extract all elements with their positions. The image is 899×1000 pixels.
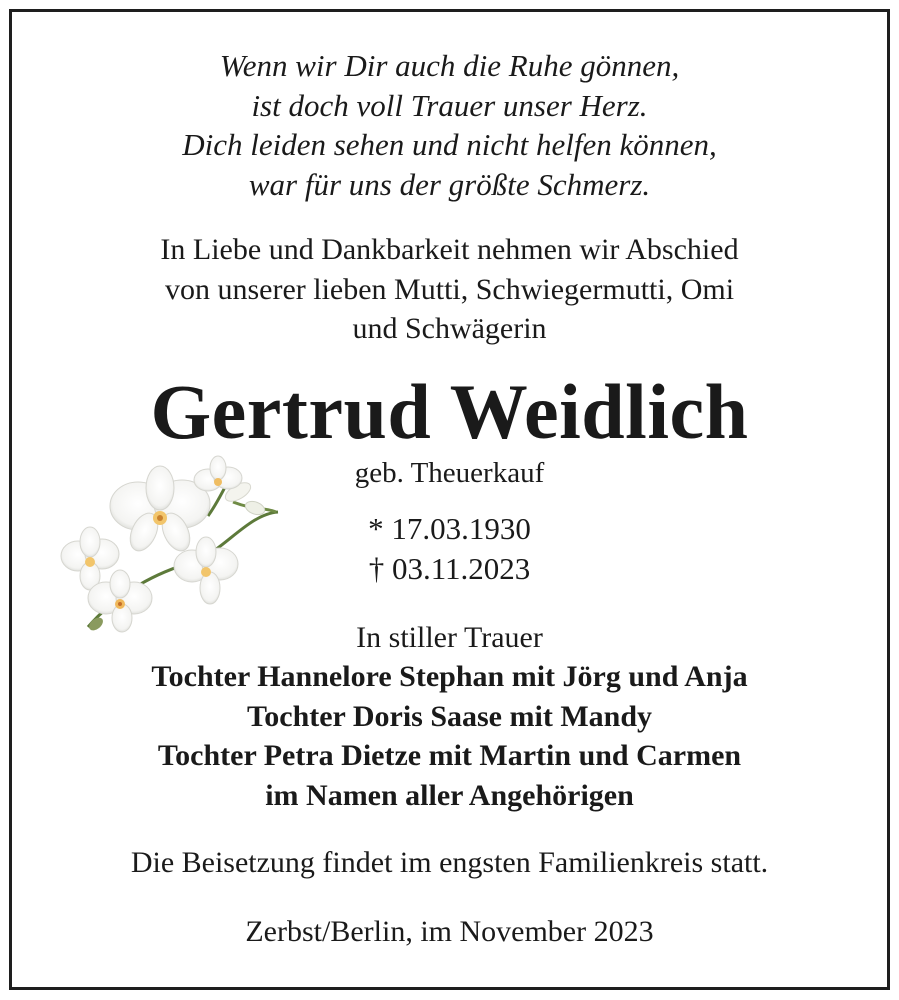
mourning-intro: In stiller Trauer (356, 621, 543, 654)
birth-name: geb. Theuerkauf (354, 457, 545, 489)
mourner-line-2: Tochter Doris Saase mit Mandy (247, 700, 652, 733)
poem-line-1: Wenn wir Dir auch die Ruhe gönnen, (219, 48, 680, 83)
intro-line-2: von unserer lieben Mutti, Schwiegermutti, Omi (164, 273, 735, 306)
deceased-name: Gertrud Weidlich (150, 368, 749, 455)
place-date: Zerbst/Berlin, im November 2023 (245, 915, 654, 948)
poem-line-2: ist doch voll Trauer unser Herz. (251, 88, 648, 123)
white-orchid-icon (58, 452, 288, 642)
intro-line-3: und Schwägerin (352, 312, 547, 345)
poem-line-4: war für uns der größte Schmerz. (248, 167, 651, 202)
mourner-line-3: Tochter Petra Dietze mit Martin und Carmen (157, 739, 742, 772)
poem-line-3: Dich leiden sehen und nicht helfen können, (182, 127, 717, 162)
mourner-line-1: Tochter Hannelore Stephan mit Jörg und Anja (151, 660, 748, 693)
funeral-note: Die Beisetzung findet im engsten Familienkreis statt. (130, 846, 769, 879)
intro-line-1: In Liebe und Dankbarkeit nehmen wir Abschied (160, 233, 739, 266)
death-date: † 03.11.2023 (368, 551, 531, 586)
birth-date: * 17.03.1930 (368, 511, 531, 546)
mourner-line-4: im Namen aller Angehörigen (265, 779, 634, 812)
